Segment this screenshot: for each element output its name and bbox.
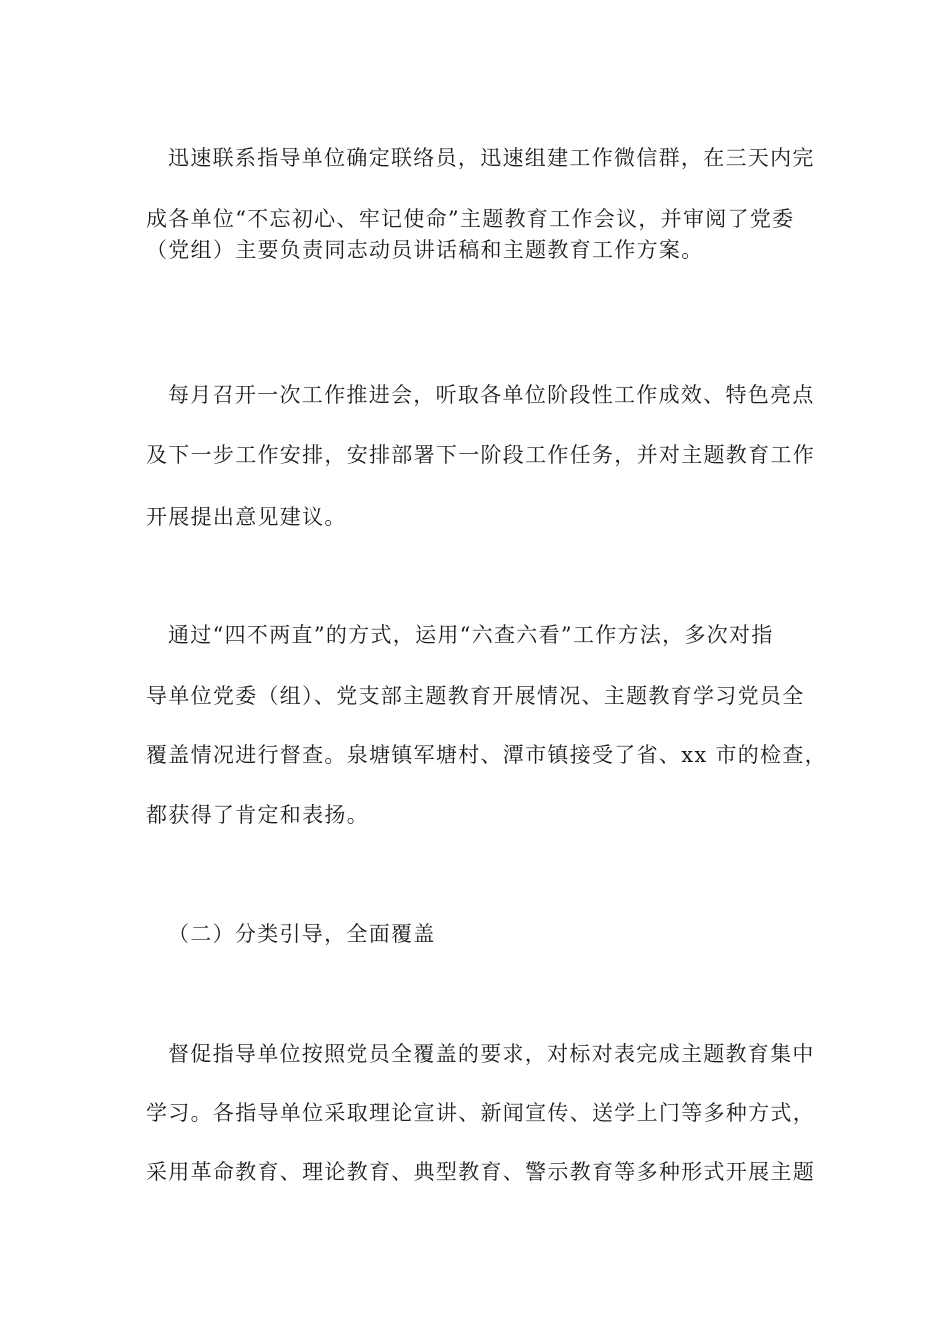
paragraph-line: 都获得了肯定和表扬。 bbox=[146, 803, 369, 827]
paragraph-line: （党组）主要负责同志动员讲话稿和主题教育工作方案。 bbox=[146, 238, 704, 262]
paragraph-line: 成各单位“不忘初心、牢记使命”主题教育工作会议，并审阅了党委 bbox=[146, 207, 795, 231]
paragraph-line: 及下一步工作安排，安排部署下一阶段工作任务，并对主题教育工作 bbox=[146, 443, 815, 467]
paragraph-line: 导单位党委（组）、党支部主题教育开展情况、主题教育学习党员全 bbox=[146, 684, 805, 708]
section-heading: （二）分类引导，全面覆盖 bbox=[168, 922, 436, 946]
paragraph-line: 覆盖情况进行督查。泉塘镇军塘村、潭市镇接受了省、xx 市的检查， bbox=[146, 743, 827, 767]
paragraph-line: 每月召开一次工作推进会，听取各单位阶段性工作成效、特色亮点 bbox=[168, 383, 815, 407]
paragraph-line: 开展提出意见建议。 bbox=[146, 505, 347, 529]
paragraph-line: 学习。各指导单位采取理论宣讲、新闻宣传、送学上门等多种方式， bbox=[146, 1101, 815, 1125]
paragraph-line: 迅速联系指导单位确定联络员，迅速组建工作微信群，在三天内完 bbox=[168, 146, 815, 170]
paragraph-line: 采用革命教育、理论教育、典型教育、警示教育等多种形式开展主题 bbox=[146, 1160, 815, 1184]
paragraph-line: 督促指导单位按照党员全覆盖的要求，对标对表完成主题教育集中 bbox=[168, 1042, 815, 1066]
paragraph-line: 通过“四不两直”的方式，运用“六查六看”工作方法，多次对指 bbox=[168, 623, 774, 647]
